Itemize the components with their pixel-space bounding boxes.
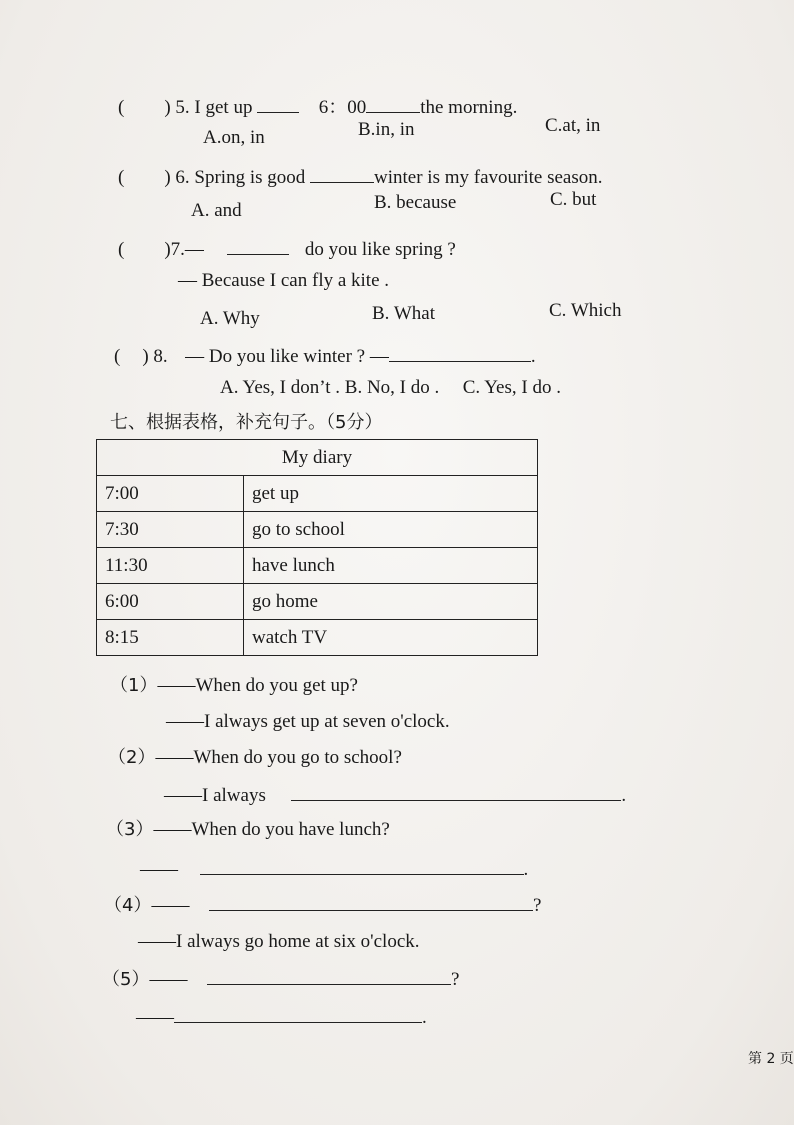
dialog-number: （1） <box>110 675 158 696</box>
q5-option-c: C.at, in <box>545 115 601 136</box>
q7-answer: — Because I can fly a kite . <box>178 270 390 291</box>
activity-cell: have lunch <box>244 548 538 584</box>
dialog-1-answer: ——I always get up at seven o'clock. <box>166 711 450 732</box>
answer-blank[interactable] <box>310 166 374 183</box>
dialog-2-question <box>108 748 402 767</box>
time-cell: 6:00 <box>97 584 244 620</box>
question-time: 6：00 <box>318 97 367 118</box>
q8-line <box>114 345 536 366</box>
q8-options <box>220 378 561 397</box>
q6-line <box>118 166 603 187</box>
answer-blank[interactable] <box>200 858 524 875</box>
paren-close: ) <box>164 97 171 118</box>
dialog-text: —— <box>149 969 188 990</box>
table-row <box>97 512 538 548</box>
table-header-row <box>97 440 538 476</box>
diary-table <box>96 439 538 656</box>
paren-open: ( <box>114 346 121 367</box>
dialog-4-question <box>104 894 541 915</box>
question-mark: ? <box>532 895 542 916</box>
q6-option-c: C. but <box>550 189 597 210</box>
activity-cell: watch TV <box>244 620 538 656</box>
answer-blank[interactable] <box>227 238 289 255</box>
question-text: winter is my favourite season. <box>374 167 603 188</box>
paren-open: ( <box>118 167 125 188</box>
dialog-text: —— <box>140 859 178 880</box>
period: . <box>530 346 536 367</box>
q8-option-a: A. Yes, I don’t . <box>220 377 341 398</box>
paren-open: ( <box>118 97 125 118</box>
q8-option-c: C. Yes, I do . <box>462 377 561 398</box>
table-row <box>97 620 538 656</box>
question-text: — Do you like winter ? — <box>185 346 389 367</box>
answer-blank[interactable] <box>291 784 621 801</box>
dialog-1-question <box>110 676 358 695</box>
table-row <box>97 548 538 584</box>
dialog-number: （5） <box>102 969 150 990</box>
q8-option-b: B. No, I do . <box>344 377 440 398</box>
q5-line <box>118 96 517 117</box>
question-number: 5. <box>175 97 190 118</box>
paren-close: ) <box>164 239 171 260</box>
period: . <box>422 1007 427 1028</box>
paren-close: ) <box>164 167 171 188</box>
dialog-3-answer <box>140 858 528 879</box>
dialog-number: （2） <box>108 747 156 768</box>
section-title: 七、根据表格，补充句子。（5分） <box>110 412 383 433</box>
dialog-text: ——When do you get up? <box>157 675 358 696</box>
dialog-text: ——When do you have lunch? <box>153 819 390 840</box>
dialog-text: —— <box>136 1007 174 1028</box>
dialog-text: ——When do you go to school? <box>155 747 402 768</box>
question-mark: ? <box>450 969 460 990</box>
q7-option-c: C. Which <box>549 300 622 321</box>
question-text: the morning. <box>420 97 518 118</box>
dialog-text: —— <box>151 895 190 916</box>
q6-option-a: A. and <box>191 200 242 221</box>
period: . <box>523 859 529 880</box>
paren-close: ) <box>142 346 149 367</box>
q7-line <box>118 238 456 259</box>
question-number: 6. <box>175 167 190 188</box>
table-heading: My diary <box>97 440 538 476</box>
q6-option-b: B. because <box>374 192 457 213</box>
dialog-3-question <box>106 820 390 839</box>
question-text: do you like spring ? <box>304 239 456 260</box>
dialog-text: ——I always <box>164 785 266 806</box>
answer-blank[interactable] <box>389 345 531 362</box>
dialog-2-answer <box>164 784 626 805</box>
dialog-5-question <box>102 968 459 989</box>
page-number: 第 2 页 <box>748 1051 794 1067</box>
question-text: Spring is good <box>194 167 306 188</box>
dash: — <box>184 239 204 260</box>
activity-cell: get up <box>244 476 538 512</box>
time-cell: 7:30 <box>97 512 244 548</box>
dialog-4-answer: ——I always go home at six o'clock. <box>138 931 420 952</box>
answer-blank[interactable] <box>366 96 420 113</box>
answer-blank[interactable] <box>257 96 299 113</box>
dialog-number: （3） <box>106 819 154 840</box>
question-number: 7. <box>170 239 185 260</box>
question-number: 8. <box>153 346 168 367</box>
answer-blank[interactable] <box>207 968 451 985</box>
activity-cell: go home <box>244 584 538 620</box>
paren-open: ( <box>118 239 125 260</box>
q5-option-a: A.on, in <box>203 127 265 148</box>
q7-option-b: B. What <box>372 303 435 324</box>
dialog-number: （4） <box>104 895 152 916</box>
activity-cell: go to school <box>244 512 538 548</box>
question-text: I get up <box>194 97 253 118</box>
time-cell: 8:15 <box>97 620 244 656</box>
time-cell: 11:30 <box>97 548 244 584</box>
answer-blank[interactable] <box>209 894 533 911</box>
q5-option-b: B.in, in <box>358 119 415 140</box>
dialog-5-answer <box>136 1006 427 1027</box>
q7-option-a: A. Why <box>200 308 260 329</box>
answer-blank[interactable] <box>174 1006 422 1023</box>
time-cell: 7:00 <box>97 476 244 512</box>
period: . <box>621 785 627 806</box>
table-row <box>97 476 538 512</box>
table-row <box>97 584 538 620</box>
